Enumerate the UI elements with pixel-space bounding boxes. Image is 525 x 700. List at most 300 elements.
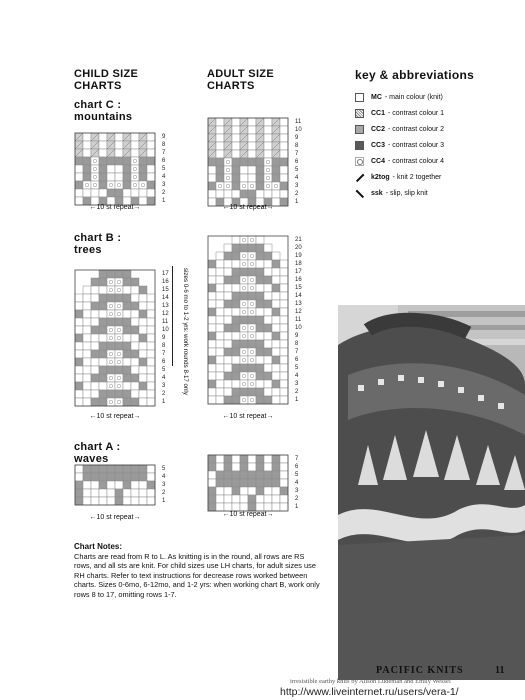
- chart-stitch: [75, 390, 83, 398]
- row-number: 4: [295, 175, 299, 181]
- key-description: - contrast colour 3: [388, 141, 445, 149]
- chart-stitch: [232, 158, 240, 166]
- footer-subtitle: irresistible earthy knits by Alison Ludeman and Emily Wessel: [290, 678, 451, 685]
- chart-b-title: [74, 232, 121, 256]
- chart-stitch: [272, 190, 280, 198]
- row-number: 3: [162, 383, 166, 389]
- chart-stitch: [256, 174, 264, 182]
- chart-stitch: [99, 398, 107, 406]
- chart-stitch: [216, 150, 224, 158]
- chart-stitch: [272, 487, 280, 495]
- chart-stitch: [240, 479, 248, 487]
- row-number: 2: [162, 190, 166, 196]
- chart-stitch: [91, 318, 99, 326]
- chart-stitch: [91, 497, 99, 505]
- chart-stitch: [248, 166, 256, 174]
- chart-stitch: [216, 503, 224, 511]
- chart-stitch: [208, 292, 216, 300]
- chart-stitch: [115, 165, 123, 173]
- chart-stitch: [256, 471, 264, 479]
- chart-stitch: [216, 118, 224, 126]
- chart-stitch: [256, 300, 264, 308]
- chart-stitch: [256, 190, 264, 198]
- chart-a-name: waves: [74, 453, 109, 465]
- chart-stitch: [208, 260, 216, 268]
- chart-stitch: [131, 326, 139, 334]
- chart-stitch: [216, 134, 224, 142]
- chart-stitch: [131, 133, 139, 141]
- chart-stitch: [123, 189, 131, 197]
- chart-stitch: [216, 388, 224, 396]
- chart-b-name: trees: [74, 244, 102, 256]
- chart-stitch: [99, 173, 107, 181]
- row-number: 8: [295, 143, 299, 149]
- chart-stitch: [248, 364, 256, 372]
- row-number: 4: [162, 474, 166, 480]
- chart-stitch: [123, 294, 131, 302]
- chart-stitch: [232, 356, 240, 364]
- chart-stitch: [272, 324, 280, 332]
- chart-stitch: [240, 455, 248, 463]
- chart-stitch: [216, 348, 224, 356]
- chart-stitch: [115, 318, 123, 326]
- chart-stitch: [83, 473, 91, 481]
- row-number: 12: [162, 311, 169, 317]
- chart-stitch: [131, 278, 139, 286]
- row-number: 4: [162, 375, 166, 381]
- chart-stitch: [91, 366, 99, 374]
- chart-stitch: [83, 374, 91, 382]
- chart-stitch: [107, 173, 115, 181]
- chart-stitch: [75, 497, 83, 505]
- row-number: 10: [162, 327, 169, 333]
- chart-stitch: [224, 396, 232, 404]
- chart-stitch: [139, 497, 147, 505]
- chart-stitch: [232, 388, 240, 396]
- chart-stitch: [131, 465, 139, 473]
- row-number: 7: [295, 456, 299, 462]
- chart-stitch: [272, 463, 280, 471]
- row-number: 1: [162, 198, 166, 204]
- chart-stitch: [232, 182, 240, 190]
- chart-stitch: [264, 190, 272, 198]
- chart-stitch: [256, 372, 264, 380]
- chart-stitch: [272, 479, 280, 487]
- chart-stitch: [208, 356, 216, 364]
- chart-stitch: [83, 326, 91, 334]
- chart-stitch: [107, 366, 115, 374]
- key-code: k2tog: [371, 173, 390, 181]
- chart-stitch: [232, 142, 240, 150]
- chart-stitch: [272, 471, 280, 479]
- chart-stitch: [123, 270, 131, 278]
- chart-stitch: [139, 286, 147, 294]
- chart-stitch: [232, 471, 240, 479]
- chart-stitch: [272, 332, 280, 340]
- chart-stitch: [240, 190, 248, 198]
- chart-stitch: [248, 340, 256, 348]
- chart-stitch: [75, 465, 83, 473]
- chart-stitch: [147, 350, 155, 358]
- chart-stitch: [272, 495, 280, 503]
- chart-stitch: [115, 366, 123, 374]
- chart-b-label: chart B :: [74, 232, 122, 244]
- chart-stitch: [83, 302, 91, 310]
- child-charts-heading: CHILD SIZE CHARTS: [74, 68, 139, 92]
- chart-stitch: [248, 190, 256, 198]
- key-code: CC3: [371, 141, 386, 149]
- chart-stitch: [264, 244, 272, 252]
- chart-stitch: [91, 473, 99, 481]
- cc4-symbol-icon: [355, 157, 364, 166]
- row-number: 6: [295, 464, 299, 470]
- chart-stitch: [208, 396, 216, 404]
- row-number: 19: [295, 253, 302, 259]
- chart-stitch: [216, 340, 224, 348]
- chart-stitch: [224, 292, 232, 300]
- chart-stitch: [131, 189, 139, 197]
- key-list: [355, 89, 444, 201]
- cc2-symbol-icon: [355, 125, 364, 134]
- chart-stitch: [216, 396, 224, 404]
- chart-stitch: [248, 268, 256, 276]
- chart-notes: [74, 542, 324, 600]
- chart-stitch: [264, 332, 272, 340]
- chart-stitch: [264, 479, 272, 487]
- chart-stitch: [248, 174, 256, 182]
- chart-stitch: [123, 173, 131, 181]
- chart-stitch: [264, 503, 272, 511]
- chart-stitch: [208, 158, 216, 166]
- chart-stitch: [224, 308, 232, 316]
- chart-stitch: [123, 181, 131, 189]
- cc1-symbol-icon: [355, 109, 364, 118]
- row-number: 4: [295, 373, 299, 379]
- chart-c-name: mountains: [74, 111, 133, 123]
- chart-stitch: [264, 134, 272, 142]
- adult-charts-heading: ADULT SIZE CHARTS: [207, 68, 274, 92]
- chart-stitch: [91, 374, 99, 382]
- key-description: - slip, slip knit: [385, 189, 428, 197]
- chart-stitch: [208, 503, 216, 511]
- chart-stitch: [248, 495, 256, 503]
- chart-stitch: [123, 310, 131, 318]
- row-number: 1: [295, 397, 299, 403]
- chart-stitch: [75, 310, 83, 318]
- chart-stitch: [280, 276, 288, 284]
- row-number: 11: [162, 319, 169, 325]
- chart-stitch: [232, 300, 240, 308]
- chart-stitch: [83, 481, 91, 489]
- chart-stitch: [107, 497, 115, 505]
- chart-stitch: [272, 396, 280, 404]
- chart-stitch: [147, 181, 155, 189]
- key-code: CC2: [371, 125, 386, 133]
- chart-stitch: [240, 388, 248, 396]
- chart-c-label: chart C :: [74, 99, 122, 111]
- chart-stitch: [99, 318, 107, 326]
- chart-stitch: [147, 382, 155, 390]
- chart-stitch: [107, 390, 115, 398]
- chart-stitch: [115, 141, 123, 149]
- chart-stitch: [107, 489, 115, 497]
- chart-stitch: [216, 479, 224, 487]
- chart-stitch: [248, 455, 256, 463]
- chart-stitch: [256, 316, 264, 324]
- chart-stitch: [123, 481, 131, 489]
- chart-stitch: [264, 487, 272, 495]
- chart-stitch: [147, 358, 155, 366]
- chart-stitch: [147, 489, 155, 497]
- chart-notes-body: Charts are read from R to L. As knitting is in the round, all rows are RS rows, and all sts are knit. For child sizes use LH charts, for adult sizes use RH charts. Refer to text instructions for decrease rows worked between charts. Sizes 0-6mo, 6-12mo, and 1-2 yrs: when working chart B, work only rows 8 to 17, omitting rows 1-7.: [74, 551, 320, 599]
- chart-stitch: [280, 268, 288, 276]
- chart-stitch: [107, 157, 115, 165]
- row-number: 14: [295, 293, 302, 299]
- chart-stitch: [83, 318, 91, 326]
- chart-stitch: [280, 503, 288, 511]
- chart-stitch: [208, 182, 216, 190]
- chart-stitch: [216, 380, 224, 388]
- chart-stitch: [256, 348, 264, 356]
- row-number: 1: [162, 498, 166, 504]
- chart-stitch: [115, 157, 123, 165]
- chart-stitch: [232, 244, 240, 252]
- row-number: 3: [162, 482, 166, 488]
- row-number: 9: [295, 135, 299, 141]
- chart-stitch: [107, 294, 115, 302]
- chart-stitch: [256, 276, 264, 284]
- chart-stitch: [256, 284, 264, 292]
- row-number: 5: [162, 466, 166, 472]
- chart-stitch: [107, 165, 115, 173]
- chart-stitch: [256, 236, 264, 244]
- chart-stitch: [139, 465, 147, 473]
- chart-stitch: [75, 374, 83, 382]
- chart-stitch: [256, 332, 264, 340]
- chart-stitch: [272, 372, 280, 380]
- chart-stitch: [139, 473, 147, 481]
- chart-stitch: [272, 316, 280, 324]
- chart-stitch: [264, 308, 272, 316]
- chart-stitch: [123, 366, 131, 374]
- chart-stitch: [131, 382, 139, 390]
- chart-stitch: [208, 479, 216, 487]
- chart-stitch: [131, 473, 139, 481]
- row-number: 5: [295, 167, 299, 173]
- chart-stitch: [232, 396, 240, 404]
- chart-stitch: [232, 479, 240, 487]
- chart-stitch: [224, 372, 232, 380]
- chart-stitch: [240, 340, 248, 348]
- chart-stitch: [224, 316, 232, 324]
- chart-stitch: [216, 276, 224, 284]
- chart-stitch: [75, 318, 83, 326]
- chart-stitch: [256, 166, 264, 174]
- side-note-bracket: [172, 266, 174, 366]
- chart-stitch: [123, 157, 131, 165]
- chart-stitch: [232, 268, 240, 276]
- chart-stitch: [115, 481, 123, 489]
- key-title: key & abbreviations: [355, 68, 475, 82]
- chart-stitch: [224, 348, 232, 356]
- chart-stitch: [264, 364, 272, 372]
- chart-stitch: [280, 348, 288, 356]
- chart-stitch: [280, 479, 288, 487]
- chart-stitch: [264, 324, 272, 332]
- chart-stitch: [99, 473, 107, 481]
- chart-stitch: [147, 141, 155, 149]
- chart-stitch: [91, 310, 99, 318]
- chart-stitch: [248, 134, 256, 142]
- chart-stitch: [75, 157, 83, 165]
- chart-stitch: [216, 284, 224, 292]
- chart-stitch: [240, 268, 248, 276]
- chart-stitch: [123, 489, 131, 497]
- chart-stitch: [256, 260, 264, 268]
- chart-stitch: [232, 316, 240, 324]
- chart-stitch: [115, 489, 123, 497]
- chart-stitch: [107, 481, 115, 489]
- chart-stitch: [99, 358, 107, 366]
- cc3-symbol-icon: [355, 141, 364, 150]
- chart-stitch: [224, 495, 232, 503]
- chart-stitch: [99, 382, 107, 390]
- chart-stitch: [232, 190, 240, 198]
- chart-stitch: [115, 390, 123, 398]
- chart-stitch: [224, 332, 232, 340]
- chart-stitch: [131, 294, 139, 302]
- chart-stitch: [75, 334, 83, 342]
- chart-stitch: [147, 465, 155, 473]
- chart-stitch: [208, 276, 216, 284]
- row-number: 18: [295, 261, 302, 267]
- chart-a-child-grid: [75, 465, 155, 507]
- key-description: - contrast colour 2: [388, 125, 445, 133]
- chart-stitch: [216, 495, 224, 503]
- chart-stitch: [232, 340, 240, 348]
- chart-a-label: chart A :: [74, 441, 121, 453]
- row-number: 17: [162, 271, 169, 277]
- chart-stitch: [208, 308, 216, 316]
- chart-stitch: [256, 364, 264, 372]
- chart-stitch: [83, 465, 91, 473]
- chart-stitch: [280, 455, 288, 463]
- row-number: 13: [162, 303, 169, 309]
- chart-stitch: [83, 294, 91, 302]
- key-code: ssk: [371, 189, 383, 197]
- row-number: 17: [295, 269, 302, 275]
- chart-stitch: [256, 308, 264, 316]
- chart-stitch: [147, 189, 155, 197]
- chart-stitch: [240, 364, 248, 372]
- chart-stitch: [232, 292, 240, 300]
- chart-stitch: [224, 300, 232, 308]
- chart-stitch: [240, 158, 248, 166]
- chart-stitch: [131, 141, 139, 149]
- chart-stitch: [83, 350, 91, 358]
- row-number: 3: [295, 183, 299, 189]
- chart-stitch: [240, 487, 248, 495]
- chart-stitch: [216, 126, 224, 134]
- row-number: 9: [162, 335, 166, 341]
- chart-stitch: [147, 326, 155, 334]
- row-number: 2: [295, 191, 299, 197]
- chart-stitch: [264, 276, 272, 284]
- chart-a-adult-grid: [208, 455, 288, 507]
- chart-stitch: [272, 284, 280, 292]
- chart-stitch: [99, 366, 107, 374]
- chart-stitch: [280, 166, 288, 174]
- chart-stitch: [91, 358, 99, 366]
- chart-stitch: [248, 388, 256, 396]
- chart-stitch: [75, 302, 83, 310]
- chart-stitch: [264, 292, 272, 300]
- chart-stitch: [115, 465, 123, 473]
- chart-stitch: [83, 165, 91, 173]
- chart-stitch: [224, 268, 232, 276]
- chart-stitch: [75, 326, 83, 334]
- chart-stitch: [264, 284, 272, 292]
- chart-stitch: [83, 286, 91, 294]
- chart-stitch: [83, 489, 91, 497]
- chart-stitch: [216, 174, 224, 182]
- chart-stitch: [264, 118, 272, 126]
- chart-stitch: [139, 366, 147, 374]
- chart-stitch: [115, 173, 123, 181]
- key-description: - contrast colour 1: [388, 109, 445, 117]
- chart-stitch: [256, 495, 264, 503]
- row-number: 4: [162, 174, 166, 180]
- row-number: 16: [295, 277, 302, 283]
- chart-stitch: [83, 141, 91, 149]
- row-number: 2: [295, 389, 299, 395]
- chart-stitch: [99, 141, 107, 149]
- chart-stitch: [147, 334, 155, 342]
- chart-stitch: [256, 252, 264, 260]
- chart-stitch: [224, 340, 232, 348]
- row-number: 5: [162, 166, 166, 172]
- chart-stitch: [256, 388, 264, 396]
- chart-stitch: [208, 364, 216, 372]
- chart-stitch: [232, 364, 240, 372]
- chart-stitch: [224, 356, 232, 364]
- chart-stitch: [208, 471, 216, 479]
- chart-stitch: [131, 318, 139, 326]
- chart-stitch: [139, 374, 147, 382]
- row-number: 5: [295, 365, 299, 371]
- chart-stitch: [115, 473, 123, 481]
- footer-title: PACIFIC KNITS: [376, 665, 464, 676]
- ssk-symbol-icon: [355, 189, 364, 198]
- row-number: 13: [295, 301, 302, 307]
- chart-stitch: [224, 463, 232, 471]
- chart-stitch: [280, 150, 288, 158]
- chart-stitch: [147, 133, 155, 141]
- chart-stitch: [264, 260, 272, 268]
- key-description: - knit 2 together: [392, 173, 442, 181]
- chart-stitch: [280, 126, 288, 134]
- chart-stitch: [280, 471, 288, 479]
- chart-stitch: [83, 189, 91, 197]
- chart-stitch: [208, 174, 216, 182]
- side-note-sizes: sizes 0-6 mo to 1-2 yrs: work rounds 8-17 only: [182, 268, 189, 395]
- chart-stitch: [147, 173, 155, 181]
- row-number: 15: [162, 287, 169, 293]
- row-number: 11: [295, 317, 302, 323]
- chart-stitch: [131, 489, 139, 497]
- key-item-ssk: [355, 185, 444, 201]
- chart-stitch: [280, 284, 288, 292]
